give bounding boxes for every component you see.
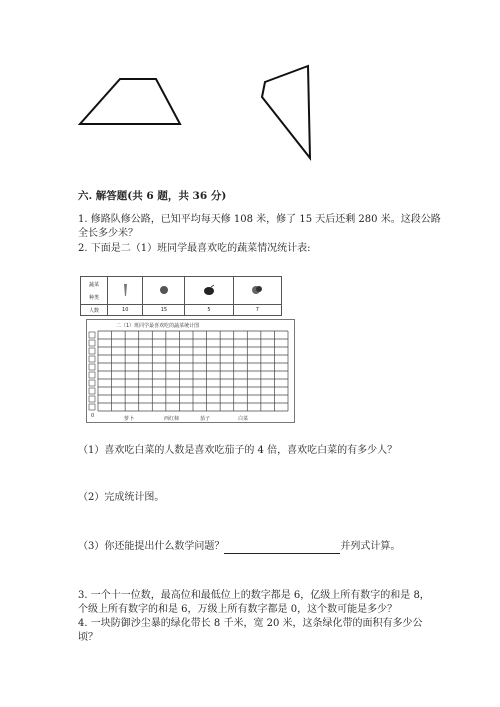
chart-category-label: 茄子 xyxy=(200,416,211,422)
eggplant-cell xyxy=(185,277,233,305)
cabbage-cell xyxy=(233,277,281,305)
question-2-sub-2: （2）完成统计图。 xyxy=(78,492,165,503)
y-axis-label-box xyxy=(89,340,95,346)
tomato-icon xyxy=(158,284,170,296)
y-axis-label-box xyxy=(89,332,95,338)
vegetable-table xyxy=(80,276,282,316)
chart-category-label: 萝卜 xyxy=(124,416,135,422)
count-eggplant: 5 xyxy=(185,305,233,316)
table-count-label: 人数 xyxy=(81,305,108,316)
question-1-line-2: 全长多少米？ xyxy=(78,228,138,239)
y-axis-label-box xyxy=(89,356,95,362)
count-cabbage: 7 xyxy=(233,305,281,316)
question-1-line-1: 1. 修路队修公路，已知平均每天修 108 米，修了 15 天后还剩 280 米。这段公路 xyxy=(78,214,441,225)
trapezoid-shape xyxy=(80,79,180,124)
chart-category-label: 白菜 xyxy=(238,416,249,422)
tomato-cell xyxy=(143,277,185,305)
y-axis-label-box xyxy=(89,396,95,402)
chart-category-label: 西红柿 xyxy=(164,416,180,422)
y-axis-label-box xyxy=(89,380,95,386)
vegetable-chart xyxy=(86,319,296,424)
question-2-intro: 2. 下面是二（1）班同学最喜欢吃的蔬菜情况统计表: xyxy=(78,243,311,254)
carrot-cell xyxy=(108,277,143,305)
table-header-veg: 蔬菜 xyxy=(88,281,99,288)
eggplant-icon xyxy=(202,284,216,296)
y-axis-label-box xyxy=(89,372,95,378)
question-2-sub-3-prompt: （3）你还能提出什么数学问题？ xyxy=(78,541,225,552)
answer-blank[interactable] xyxy=(224,543,340,554)
question-4-line-2: 顷？ xyxy=(78,632,98,643)
y-axis-label-box xyxy=(89,348,95,354)
section-title: 六. 解答题(共 6 题，共 36 分) xyxy=(78,190,227,202)
question-2-sub-1: （1）喜欢吃白菜的人数是喜欢吃茄子的 4 倍，喜欢吃白菜的有多少人？ xyxy=(78,445,398,456)
count-carrot: 10 xyxy=(108,305,143,316)
y-axis-label-box xyxy=(89,364,95,370)
question-4-line-1: 4. 一块防御沙尘暴的绿化带长 8 千米，宽 20 米，这条绿化带的面积有多少公 xyxy=(78,618,423,629)
quadrilateral-shape xyxy=(262,66,310,158)
question-2-sub-3-tail: 并列式计算。 xyxy=(340,541,401,552)
table-header-kind: 种类 xyxy=(88,294,99,301)
count-tomato: 15 xyxy=(143,305,185,316)
carrot-icon xyxy=(120,283,130,297)
y-axis-label-box xyxy=(89,404,95,410)
question-3-line-2: 个级上所有数字的和是 6，万级上所有数字都是 0，这个数可能是多少？ xyxy=(78,604,398,615)
question-2-sub-3 xyxy=(78,540,400,554)
trapezoid-figure xyxy=(0,0,500,170)
y-axis-label-box xyxy=(89,388,95,394)
chart-origin-label: 0 xyxy=(91,413,95,419)
chart-title: 二（1）班同学最喜欢吃的蔬菜统计图 xyxy=(116,323,200,329)
cabbage-icon xyxy=(250,284,264,296)
question-3-line-1: 3. 一个十一位数，最高位和最低位上的数字都是 6，亿级上所有数字的和是 8， xyxy=(78,590,430,601)
